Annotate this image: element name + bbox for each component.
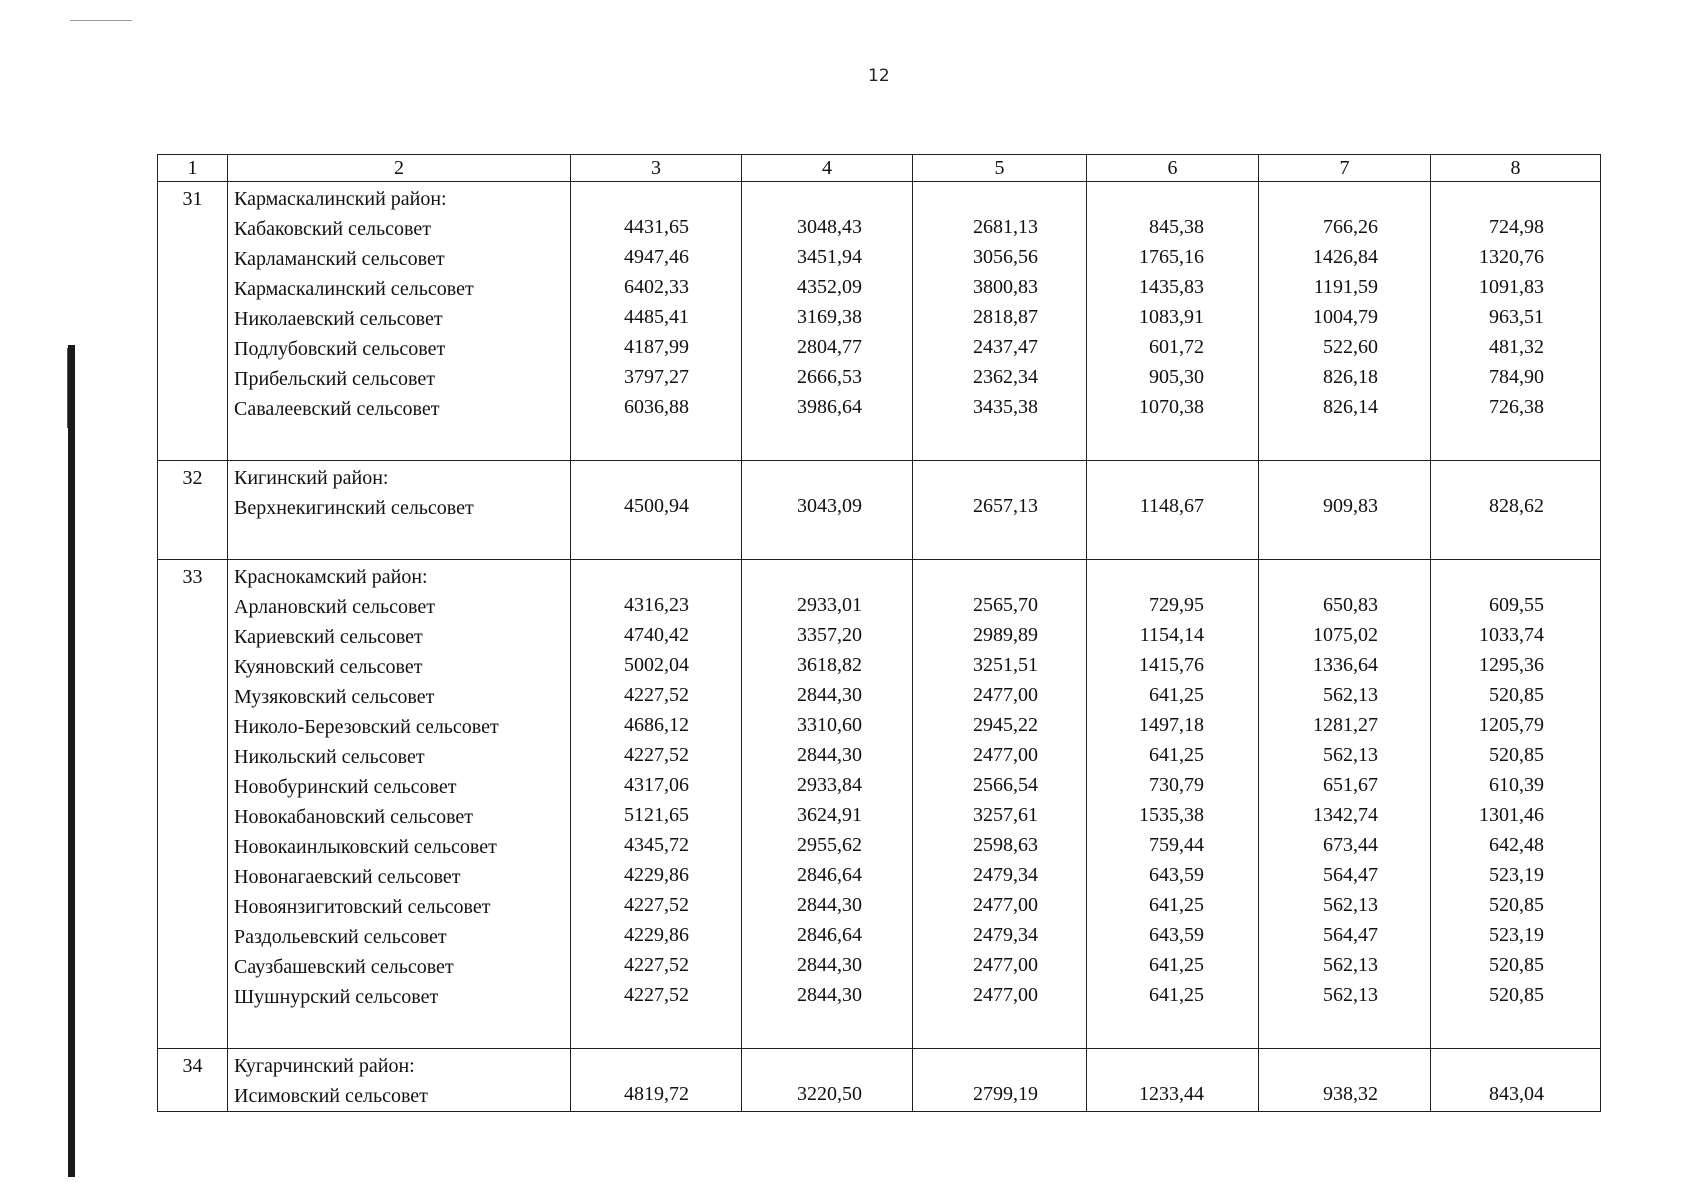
value-cell: 4317,06: [624, 774, 689, 796]
district-number: [158, 461, 228, 560]
value-cell: 4316,23: [624, 594, 689, 616]
blank-line: [742, 461, 912, 491]
header-cell: 6: [1087, 155, 1259, 182]
blank-line: [1087, 461, 1258, 491]
value-cell: 2437,47: [973, 336, 1038, 358]
settlement-name: Новоянзигитовский сельсовет: [234, 896, 491, 918]
value-cell: 1415,76: [1139, 654, 1204, 676]
value-cell: 2799,19: [973, 1083, 1038, 1105]
district-name: Краснокамский район:: [234, 566, 428, 588]
value-cell: 2477,00: [973, 684, 1038, 706]
district-name: Кармаскалинский район:: [234, 188, 447, 210]
value-cell: 1091,83: [1479, 276, 1544, 298]
header-cell: 2: [228, 155, 571, 182]
value-cell: 905,30: [1149, 366, 1204, 388]
settlement-name: Савалеевский сельсовет: [234, 398, 440, 420]
settlement-name: Арлановский сельсовет: [234, 596, 435, 618]
settlement-name: Кабаковский сельсовет: [234, 218, 431, 240]
district-number: [158, 560, 228, 1049]
value-cell: 523,19: [1489, 924, 1544, 946]
value-cell: 1154,14: [1139, 624, 1204, 646]
value-cell: 909,83: [1323, 495, 1378, 517]
blank-line: [913, 1049, 1086, 1079]
blank-line: [1431, 182, 1600, 212]
blank-line: [913, 461, 1086, 491]
value-cell: 2846,64: [797, 924, 862, 946]
value-cell: 1281,27: [1313, 714, 1378, 736]
value-cell: 1083,91: [1139, 306, 1204, 328]
value-cell: 4227,52: [624, 684, 689, 706]
value-cell: 4187,99: [624, 336, 689, 358]
scan-top-mark: [70, 20, 132, 21]
district-section: [158, 182, 1601, 461]
value-cell: 2479,34: [973, 924, 1038, 946]
settlement-name: Кармаскалинский сельсовет: [234, 278, 474, 300]
settlement-name: Музяковский сельсовет: [234, 686, 435, 708]
value-cell: 2479,34: [973, 864, 1038, 886]
value-cell: 828,62: [1489, 495, 1544, 517]
blank-line: [913, 560, 1086, 590]
value-cell: 2657,13: [973, 495, 1038, 517]
value-cell: 1765,16: [1139, 246, 1204, 268]
value-column-7: [1259, 182, 1431, 461]
settlement-name: Шушнурский сельсовет: [234, 986, 439, 1008]
value-cell: 2955,62: [797, 834, 862, 856]
value-cell: 938,32: [1323, 1083, 1378, 1105]
value-cell: 4947,46: [624, 246, 689, 268]
value-column-6: [1087, 560, 1259, 1049]
district-row: [158, 461, 1601, 560]
value-cell: 3435,38: [973, 396, 1038, 418]
value-cell: 4345,72: [624, 834, 689, 856]
settlement-name: Новокабановский сельсовет: [234, 806, 474, 828]
value-cell: 609,55: [1489, 594, 1544, 616]
value-cell: 520,85: [1489, 684, 1544, 706]
value-cell: 3986,64: [797, 396, 862, 418]
blank-line: [1259, 461, 1430, 491]
header-cell: 3: [571, 155, 742, 182]
value-cell: 2362,34: [973, 366, 1038, 388]
district-name: Кигинский район:: [234, 467, 389, 489]
value-column-7: [1259, 1049, 1431, 1112]
value-cell: 2598,63: [973, 834, 1038, 856]
value-cell: 641,25: [1149, 984, 1204, 1006]
value-cell: 2666,53: [797, 366, 862, 388]
value-cell: 1148,67: [1139, 495, 1204, 517]
value-cell: 4352,09: [797, 276, 862, 298]
value-cell: 3624,91: [797, 804, 862, 826]
value-cell: 2477,00: [973, 894, 1038, 916]
value-column-5: [913, 182, 1087, 461]
value-cell: 562,13: [1323, 894, 1378, 916]
value-column-3: [571, 461, 742, 560]
value-cell: 3618,82: [797, 654, 862, 676]
blank-line: [1431, 560, 1600, 590]
value-cell: 2844,30: [797, 984, 862, 1006]
header-row: [158, 155, 1601, 182]
settlement-name: Карламанский сельсовет: [234, 248, 445, 270]
value-column-5: [913, 560, 1087, 1049]
value-cell: 4686,12: [624, 714, 689, 736]
district-number-text: 33: [182, 566, 203, 588]
value-cell: 4227,52: [624, 954, 689, 976]
district-number: [158, 182, 228, 461]
value-cell: 2566,54: [973, 774, 1038, 796]
settlement-name: Новонагаевский сельсовет: [234, 866, 461, 888]
value-column-6: [1087, 461, 1259, 560]
blank-line: [1259, 182, 1430, 212]
section-spacer: [234, 523, 570, 559]
blank-line: [1087, 182, 1258, 212]
value-cell: 2681,13: [973, 216, 1038, 238]
value-cell: 641,25: [1149, 954, 1204, 976]
settlement-name: Прибельский сельсовет: [234, 368, 435, 390]
section-spacer: [234, 1012, 570, 1048]
scan-binding-edge: [68, 345, 75, 1177]
settlement-name: Раздольевский сельсовет: [234, 926, 447, 948]
value-cell: 4431,65: [624, 216, 689, 238]
value-column-4: [742, 182, 913, 461]
value-cell: 826,18: [1323, 366, 1378, 388]
value-cell: 3310,60: [797, 714, 862, 736]
value-cell: 562,13: [1323, 984, 1378, 1006]
value-cell: 562,13: [1323, 684, 1378, 706]
blank-line: [1087, 560, 1258, 590]
settlement-name: Исимовский сельсовет: [234, 1085, 428, 1107]
value-cell: 4500,94: [624, 495, 689, 517]
value-cell: 522,60: [1323, 336, 1378, 358]
value-cell: 4229,86: [624, 864, 689, 886]
names-cell: [228, 1049, 571, 1112]
value-cell: 2844,30: [797, 954, 862, 976]
value-cell: 4227,52: [624, 744, 689, 766]
value-cell: 564,47: [1323, 864, 1378, 886]
value-cell: 1205,79: [1479, 714, 1544, 736]
value-cell: 641,25: [1149, 894, 1204, 916]
value-cell: 3257,61: [973, 804, 1038, 826]
value-cell: 5002,04: [624, 654, 689, 676]
value-column-3: [571, 182, 742, 461]
district-number-text: 31: [182, 188, 203, 210]
blank-line: [742, 182, 912, 212]
value-cell: 1342,74: [1313, 804, 1378, 826]
value-column-6: [1087, 1049, 1259, 1112]
blank-line: [1431, 461, 1600, 491]
value-cell: 2477,00: [973, 954, 1038, 976]
data-table: [157, 154, 1601, 1112]
district-section: [158, 1049, 1601, 1112]
value-cell: 1336,64: [1313, 654, 1378, 676]
value-column-4: [742, 1049, 913, 1112]
value-cell: 673,44: [1323, 834, 1378, 856]
value-column-4: [742, 560, 913, 1049]
value-cell: 2844,30: [797, 684, 862, 706]
value-cell: 650,83: [1323, 594, 1378, 616]
blank-line: [571, 560, 741, 590]
value-cell: 726,38: [1489, 396, 1544, 418]
value-cell: 2933,01: [797, 594, 862, 616]
value-cell: 564,47: [1323, 924, 1378, 946]
district-number: [158, 1049, 228, 1112]
blank-line: [742, 560, 912, 590]
value-cell: 729,95: [1149, 594, 1204, 616]
value-cell: 3220,50: [797, 1083, 862, 1105]
value-cell: 562,13: [1323, 954, 1378, 976]
value-cell: 1435,83: [1139, 276, 1204, 298]
value-cell: 1535,38: [1139, 804, 1204, 826]
settlement-name: Николо-Березовский сельсовет: [234, 716, 499, 738]
value-cell: 4740,42: [624, 624, 689, 646]
value-cell: 2477,00: [973, 744, 1038, 766]
value-cell: 2933,84: [797, 774, 862, 796]
district-row: [158, 1049, 1601, 1112]
value-cell: 1426,84: [1313, 246, 1378, 268]
value-column-7: [1259, 560, 1431, 1049]
scan-edge-line: [67, 348, 68, 428]
value-cell: 1497,18: [1139, 714, 1204, 736]
value-cell: 520,85: [1489, 744, 1544, 766]
value-cell: 520,85: [1489, 894, 1544, 916]
value-cell: 651,67: [1323, 774, 1378, 796]
names-cell: [228, 560, 571, 1049]
blank-line: [571, 1049, 741, 1079]
district-number-text: 34: [182, 1055, 203, 1077]
value-cell: 520,85: [1489, 984, 1544, 1006]
blank-line: [571, 461, 741, 491]
value-cell: 641,25: [1149, 744, 1204, 766]
header-cell: 4: [742, 155, 913, 182]
value-cell: 3800,83: [973, 276, 1038, 298]
value-cell: 1191,59: [1313, 276, 1378, 298]
header-cell: 1: [158, 155, 228, 182]
blank-line: [1431, 1049, 1600, 1079]
value-column-7: [1259, 461, 1431, 560]
settlement-name: Никольский сельсовет: [234, 746, 425, 768]
value-column-8: [1431, 560, 1601, 1049]
blank-line: [913, 182, 1086, 212]
value-cell: 724,98: [1489, 216, 1544, 238]
value-cell: 1320,76: [1479, 246, 1544, 268]
district-row: [158, 182, 1601, 461]
value-cell: 3797,27: [624, 366, 689, 388]
header-cell: 5: [913, 155, 1087, 182]
district-section: [158, 560, 1601, 1049]
value-cell: 2804,77: [797, 336, 862, 358]
value-cell: 730,79: [1149, 774, 1204, 796]
value-cell: 4227,52: [624, 894, 689, 916]
value-cell: 3043,09: [797, 495, 862, 517]
value-cell: 3169,38: [797, 306, 862, 328]
value-cell: 481,32: [1489, 336, 1544, 358]
value-cell: 1295,36: [1479, 654, 1544, 676]
value-column-6: [1087, 182, 1259, 461]
value-cell: 3451,94: [797, 246, 862, 268]
value-cell: 759,44: [1149, 834, 1204, 856]
value-cell: 1233,44: [1139, 1083, 1204, 1105]
value-cell: 766,26: [1323, 216, 1378, 238]
value-cell: 642,48: [1489, 834, 1544, 856]
value-cell: 610,39: [1489, 774, 1544, 796]
value-cell: 4227,52: [624, 984, 689, 1006]
value-cell: 4485,41: [624, 306, 689, 328]
value-column-3: [571, 560, 742, 1049]
value-cell: 520,85: [1489, 954, 1544, 976]
settlement-name: Подлубовский сельсовет: [234, 338, 446, 360]
value-column-8: [1431, 182, 1601, 461]
value-column-5: [913, 461, 1087, 560]
value-cell: 4229,86: [624, 924, 689, 946]
settlement-name: Верхнекигинский сельсовет: [234, 497, 474, 519]
value-cell: 1075,02: [1313, 624, 1378, 646]
settlement-name: Куяновский сельсовет: [234, 656, 423, 678]
blank-line: [742, 1049, 912, 1079]
value-cell: 2565,70: [973, 594, 1038, 616]
value-column-8: [1431, 1049, 1601, 1112]
value-cell: 2818,87: [973, 306, 1038, 328]
value-cell: 4819,72: [624, 1083, 689, 1105]
value-cell: 845,38: [1149, 216, 1204, 238]
value-cell: 643,59: [1149, 864, 1204, 886]
settlement-name: Кариевский сельсовет: [234, 626, 423, 648]
value-cell: 3251,51: [973, 654, 1038, 676]
value-cell: 643,59: [1149, 924, 1204, 946]
district-section: [158, 461, 1601, 560]
value-column-8: [1431, 461, 1601, 560]
settlement-name: Новокаинлыковский сельсовет: [234, 836, 497, 858]
district-row: [158, 560, 1601, 1049]
value-column-5: [913, 1049, 1087, 1112]
value-cell: 784,90: [1489, 366, 1544, 388]
value-cell: 3357,20: [797, 624, 862, 646]
value-cell: 2945,22: [973, 714, 1038, 736]
header-cell: 8: [1431, 155, 1601, 182]
value-cell: 2846,64: [797, 864, 862, 886]
blank-line: [571, 182, 741, 212]
value-cell: 641,25: [1149, 684, 1204, 706]
district-number-text: 32: [182, 467, 203, 489]
names-cell: [228, 461, 571, 560]
names-cell: [228, 182, 571, 461]
value-cell: 1033,74: [1479, 624, 1544, 646]
value-cell: 826,14: [1323, 396, 1378, 418]
value-cell: 2989,89: [973, 624, 1038, 646]
value-cell: 3048,43: [797, 216, 862, 238]
value-cell: 1004,79: [1313, 306, 1378, 328]
value-cell: 1070,38: [1139, 396, 1204, 418]
value-column-4: [742, 461, 913, 560]
value-cell: 2844,30: [797, 894, 862, 916]
value-cell: 523,19: [1489, 864, 1544, 886]
section-spacer: [234, 424, 570, 460]
blank-line: [1259, 1049, 1430, 1079]
value-cell: 1301,46: [1479, 804, 1544, 826]
value-cell: 5121,65: [624, 804, 689, 826]
value-cell: 6036,88: [624, 396, 689, 418]
value-cell: 2844,30: [797, 744, 862, 766]
district-name: Кугарчинский район:: [234, 1055, 415, 1077]
value-cell: 963,51: [1489, 306, 1544, 328]
settlement-name: Саузбашевский сельсовет: [234, 956, 454, 978]
value-cell: 2477,00: [973, 984, 1038, 1006]
value-cell: 601,72: [1149, 336, 1204, 358]
value-column-3: [571, 1049, 742, 1112]
blank-line: [1259, 560, 1430, 590]
value-cell: 6402,33: [624, 276, 689, 298]
page-number: 12: [868, 66, 890, 86]
settlement-name: Николаевский сельсовет: [234, 308, 443, 330]
blank-line: [1087, 1049, 1258, 1079]
header-cell: 7: [1259, 155, 1431, 182]
value-cell: 562,13: [1323, 744, 1378, 766]
value-cell: 3056,56: [973, 246, 1038, 268]
settlement-name: Новобуринский сельсовет: [234, 776, 457, 798]
value-cell: 843,04: [1489, 1083, 1544, 1105]
